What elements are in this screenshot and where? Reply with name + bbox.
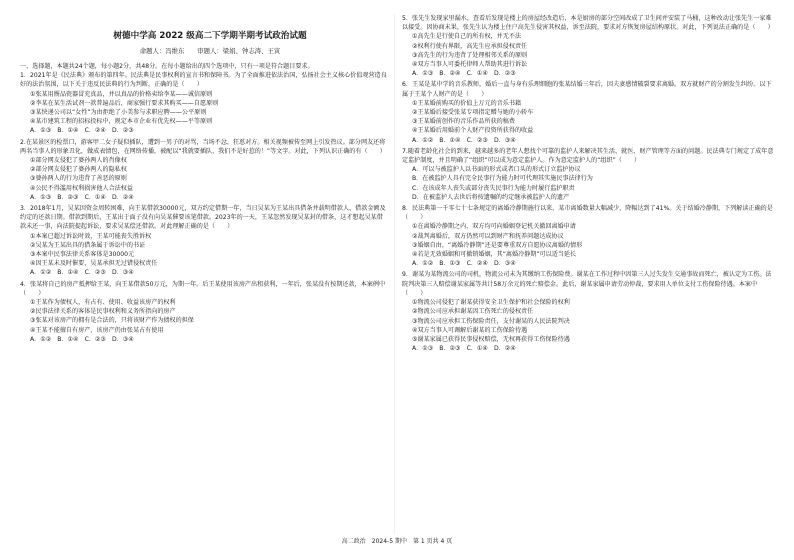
answer-choices: A．①③ B．①④ C．②④ D．②③ — [30, 127, 134, 135]
answer-choices: A．①③ B．②③ C．①④ D．②④ — [412, 345, 516, 353]
question-block — [402, 14, 774, 80]
question-option: ④若是无效婚姻和可撤销婚姻，其“离婚冷静期”可以适当延长 — [412, 251, 577, 259]
question-stem: 8．民法典第一千零七十七条规定的离婚冷静期施行以来，某市离婚数量大幅减少，降幅达到了41%。关于结婚冷静期，下列解读正确的是（ ） — [402, 205, 773, 222]
question-option: ④双方当事人可调解后谢某的工伤保险待遇 — [412, 326, 528, 334]
question-option: ③婆孙两人的行为违背了善恶的原则 — [30, 175, 127, 183]
page-authors: 命题人：冯维东 审题人：梁娟、钟志涛、王寅 — [139, 47, 281, 55]
right-column — [402, 14, 774, 355]
question-option: ①在离婚冷静期之内，双方均可向婚姻登记机关撤回离婚申请 — [412, 223, 576, 231]
question-option: ③本案中民事法律关系客体是30000元 — [30, 251, 135, 259]
question-option: ④公民不得滥用权利损害他人合法权益 — [30, 184, 133, 192]
page-footer: 高二政治 2024-5 期中 第 1 页共 4 页 — [341, 538, 453, 545]
question-stem: 1．2021年是《民法典》颁布的第四年。民法典是民事权利的宣言书和保障书。为了全面推进依法治国，弘扬社会主义核心价值观营造良好的法治氛围，以下关于违反民法典的行为判断，正确的是（ ） — [20, 72, 387, 89]
question-stem: 3．2018年1月，吴某因资金周转困难，向王某借款30000元，双方约定借期一年，当日吴某为王某出具借条并载明借款人、借款金额及约定的还款日期。借款到期后，王某出于面子没有向吴某催要该笔借款。2023年的一天，王某忽然发现吴某封的借条，这才想起吴某借款未还一事，向法院提起诉讼，要求吴某偿还借款。对此理解正确的是（ ） — [20, 205, 386, 231]
question-option: ⑤谢某家属已获得民事侵权赔偿，无权再获得工伤保险待遇 — [412, 335, 570, 343]
question-option: ④王某婚后用婚前个人财产投资所获得的收益 — [412, 127, 534, 135]
question-option: ④某市建筑工程的招标投标中，规定本市企业有优先权——平等原则 — [30, 118, 213, 126]
question-option: ③婚姻自由，“离婚冷静期”还是要尊重双方自愿协议离婚的情形 — [412, 241, 583, 249]
question-option: ③物流公司应承担工伤保险责任，支付谢某的人民法院判决 — [412, 317, 570, 325]
question-option: ②裁判离婚后，双方仍然可以到财产和抚养问题达成协议 — [412, 232, 564, 240]
question-option: ①王某婚前购买的价值上万元的音乐书籍 — [412, 99, 522, 107]
question-option: ②部分网友侵犯了婆孙两人的隐私权 — [30, 166, 127, 174]
answer-choices: A．①③ B．②③ C．①④ D．②④ — [30, 193, 134, 201]
question-stem: 6．王某是某中学的音乐教师，婚后一直与身有乐理细胞的张某结婚三年后，因夫妻感情破裂要求离婚。双方就财产的分割发生纠纷。以下属于王某个人财产的是（ ） — [402, 81, 772, 98]
question-option: D．在被监护人去世后将按遗嘱的约定继承被监护人的遗产 — [412, 193, 570, 201]
question-option: ④双方当事人可委托律师人帮助其进行诉讼 — [412, 61, 528, 69]
question-option: ②物流公司应承担谢某因工伤死亡的侵权责任 — [412, 308, 534, 316]
question-option: ④王某不能擅自有房产，该房产仍由张某占有使用 — [30, 326, 164, 334]
answer-choices: A．①③ B．②④ C．①④ D．②③ — [412, 70, 516, 78]
answer-choices: A．①② B．①④ C．②③ D．③④ — [412, 136, 516, 144]
question-block — [402, 80, 774, 146]
page-title: 树德中学高 2022 级高二下学期半期考试政治试题 — [113, 31, 307, 41]
question-option: ③张某对该房产的拥有是合法的，只将该财产作为债权的担保 — [30, 317, 194, 325]
question-gap — [20, 344, 388, 346]
question-stem: 5．张先生发现家里漏水，查看后发现是楼上的房屋经改造后，本是厨房的部分空间改成了卫生间并安装了马桶，这种改动让张先生一家难以接受。因协商未果，张先生认为楼上住户高先生侵害其权益，诉至法院，要求对方恢复房屋结构原状。对此，下列说法正确的是（ ） — [402, 15, 774, 32]
question-block — [20, 280, 388, 346]
question-option: ①本案已超过诉讼时效，王某可能丧失胜诉权 — [30, 232, 152, 240]
answer-choices: A．①② B．①③ C．②④ D．③④ — [412, 260, 516, 268]
question-stem: 9．谢某为某物流公司的司机，物流公司未为其缴纳工伤保险费。谢某在工作过程中因第三人过失发生交通事故而死亡，被认定为工伤。法院判决第三人赔偿谢某家属等共计58万余元的死亡赔偿金。此后，谢某家属申请劳动仲裁，要求用人单位支付工伤保险待遇。本案中（ ） — [402, 271, 772, 297]
question-option: B．在被监护人具有完全民事行为能力时可代理其实施民事法律行为 — [412, 175, 593, 183]
question-option: ②李某在某生活试剂一款普遍品后，商家强行要求其购买——自愿原则 — [30, 99, 219, 107]
question-block — [402, 147, 774, 204]
question-block — [402, 204, 774, 270]
question-option: ①物流公司侵犯了谢某获得安全卫生保护和社会保险的权利 — [412, 299, 570, 307]
question-option: ③某快递公司以“女性”为由拒绝了小美参与求职应聘——公平原则 — [30, 109, 207, 117]
left-question-list — [20, 71, 388, 346]
question-option: ④因王某未及时催要，吴某承担无过错侵权责任 — [30, 260, 158, 268]
question-block — [20, 138, 388, 204]
question-option: ①部分网友侵犯了婆孙两人的肖像权 — [30, 157, 127, 165]
question-stem: 7.随着老龄化社会的到来，越来越多的老年人想找个可靠的监护人来解决其生活、就医、财产管理等方面的问题。民法典专门规定了成年意定监护制度，并且明确了“组织”可以成为意定监护人。作为意定监护人的“组织”（ ） — [402, 147, 774, 165]
answer-choices: A．①② B．①④ C．②③ D．③④ — [30, 335, 134, 343]
section-intro: 一、选择题，本题共24个题，每小题2分，共48分。在每小题给出的四个选项中，只有一项是符合题目要求。 — [20, 63, 314, 70]
question-stem: 2.在某景区的检票口，游客甲二女子疑似插队，遭到一男子的对骂，当场不忿，狂怼对方。相关视频被传至网上引发热议。部分网友还将两名当事人的形象丑化，做成表情包，在网络传播，被配以“我就要插队，我们不是好惹的！”等文字。对此，下列认识正确的有（ ） — [20, 138, 386, 155]
question-option: ①王某作为债权人，有占有、使用、收益该房产的权利 — [30, 299, 176, 307]
question-option: C．在该成年人丧失或部分丧失民事行为能力时履行监护职责 — [412, 184, 575, 192]
question-option: ③高先生的行为违背了处理相邻关系的原则 — [412, 51, 528, 59]
question-option: ②权利行使有界限，高先生应承担侵权责任 — [412, 42, 528, 50]
right-question-list — [402, 14, 774, 355]
question-block — [20, 204, 388, 280]
question-option: A．可以与被监护人以书面的形式或者口头的形式订立监护协议 — [412, 166, 581, 174]
column-divider — [394, 14, 395, 534]
question-option: ①张某用赝品瓷器冒充真品，并以真品的价格卖给李某——诚信原则 — [30, 90, 213, 98]
question-option: ②王某婚后接受张某专项指定赠与她的小轿车 — [412, 109, 534, 117]
question-gap — [402, 353, 774, 355]
question-block — [402, 270, 774, 355]
question-stem: 4．张某将自己的房产抵押给王某，向王某借款50万元，为期一年。后王某使用该房产出租获利，一年后，张某没有按期还款，本案例中（ ） — [20, 280, 386, 297]
question-option: ③王某婚前创作的音乐作品所获的稿费 — [412, 118, 515, 126]
left-column — [20, 62, 388, 346]
question-option: ②吴某为王某出具的借条属于诉讼中的书证 — [30, 241, 146, 249]
question-option: ①高先生是行使自己的所有权，并无不法 — [412, 33, 522, 41]
answer-choices: A．①② B．①④ C．②③ D．③④ — [30, 269, 134, 277]
question-block — [20, 71, 388, 137]
question-option: ②民事法律关系的客体是民事权利和义务所指向的房产 — [30, 308, 176, 316]
